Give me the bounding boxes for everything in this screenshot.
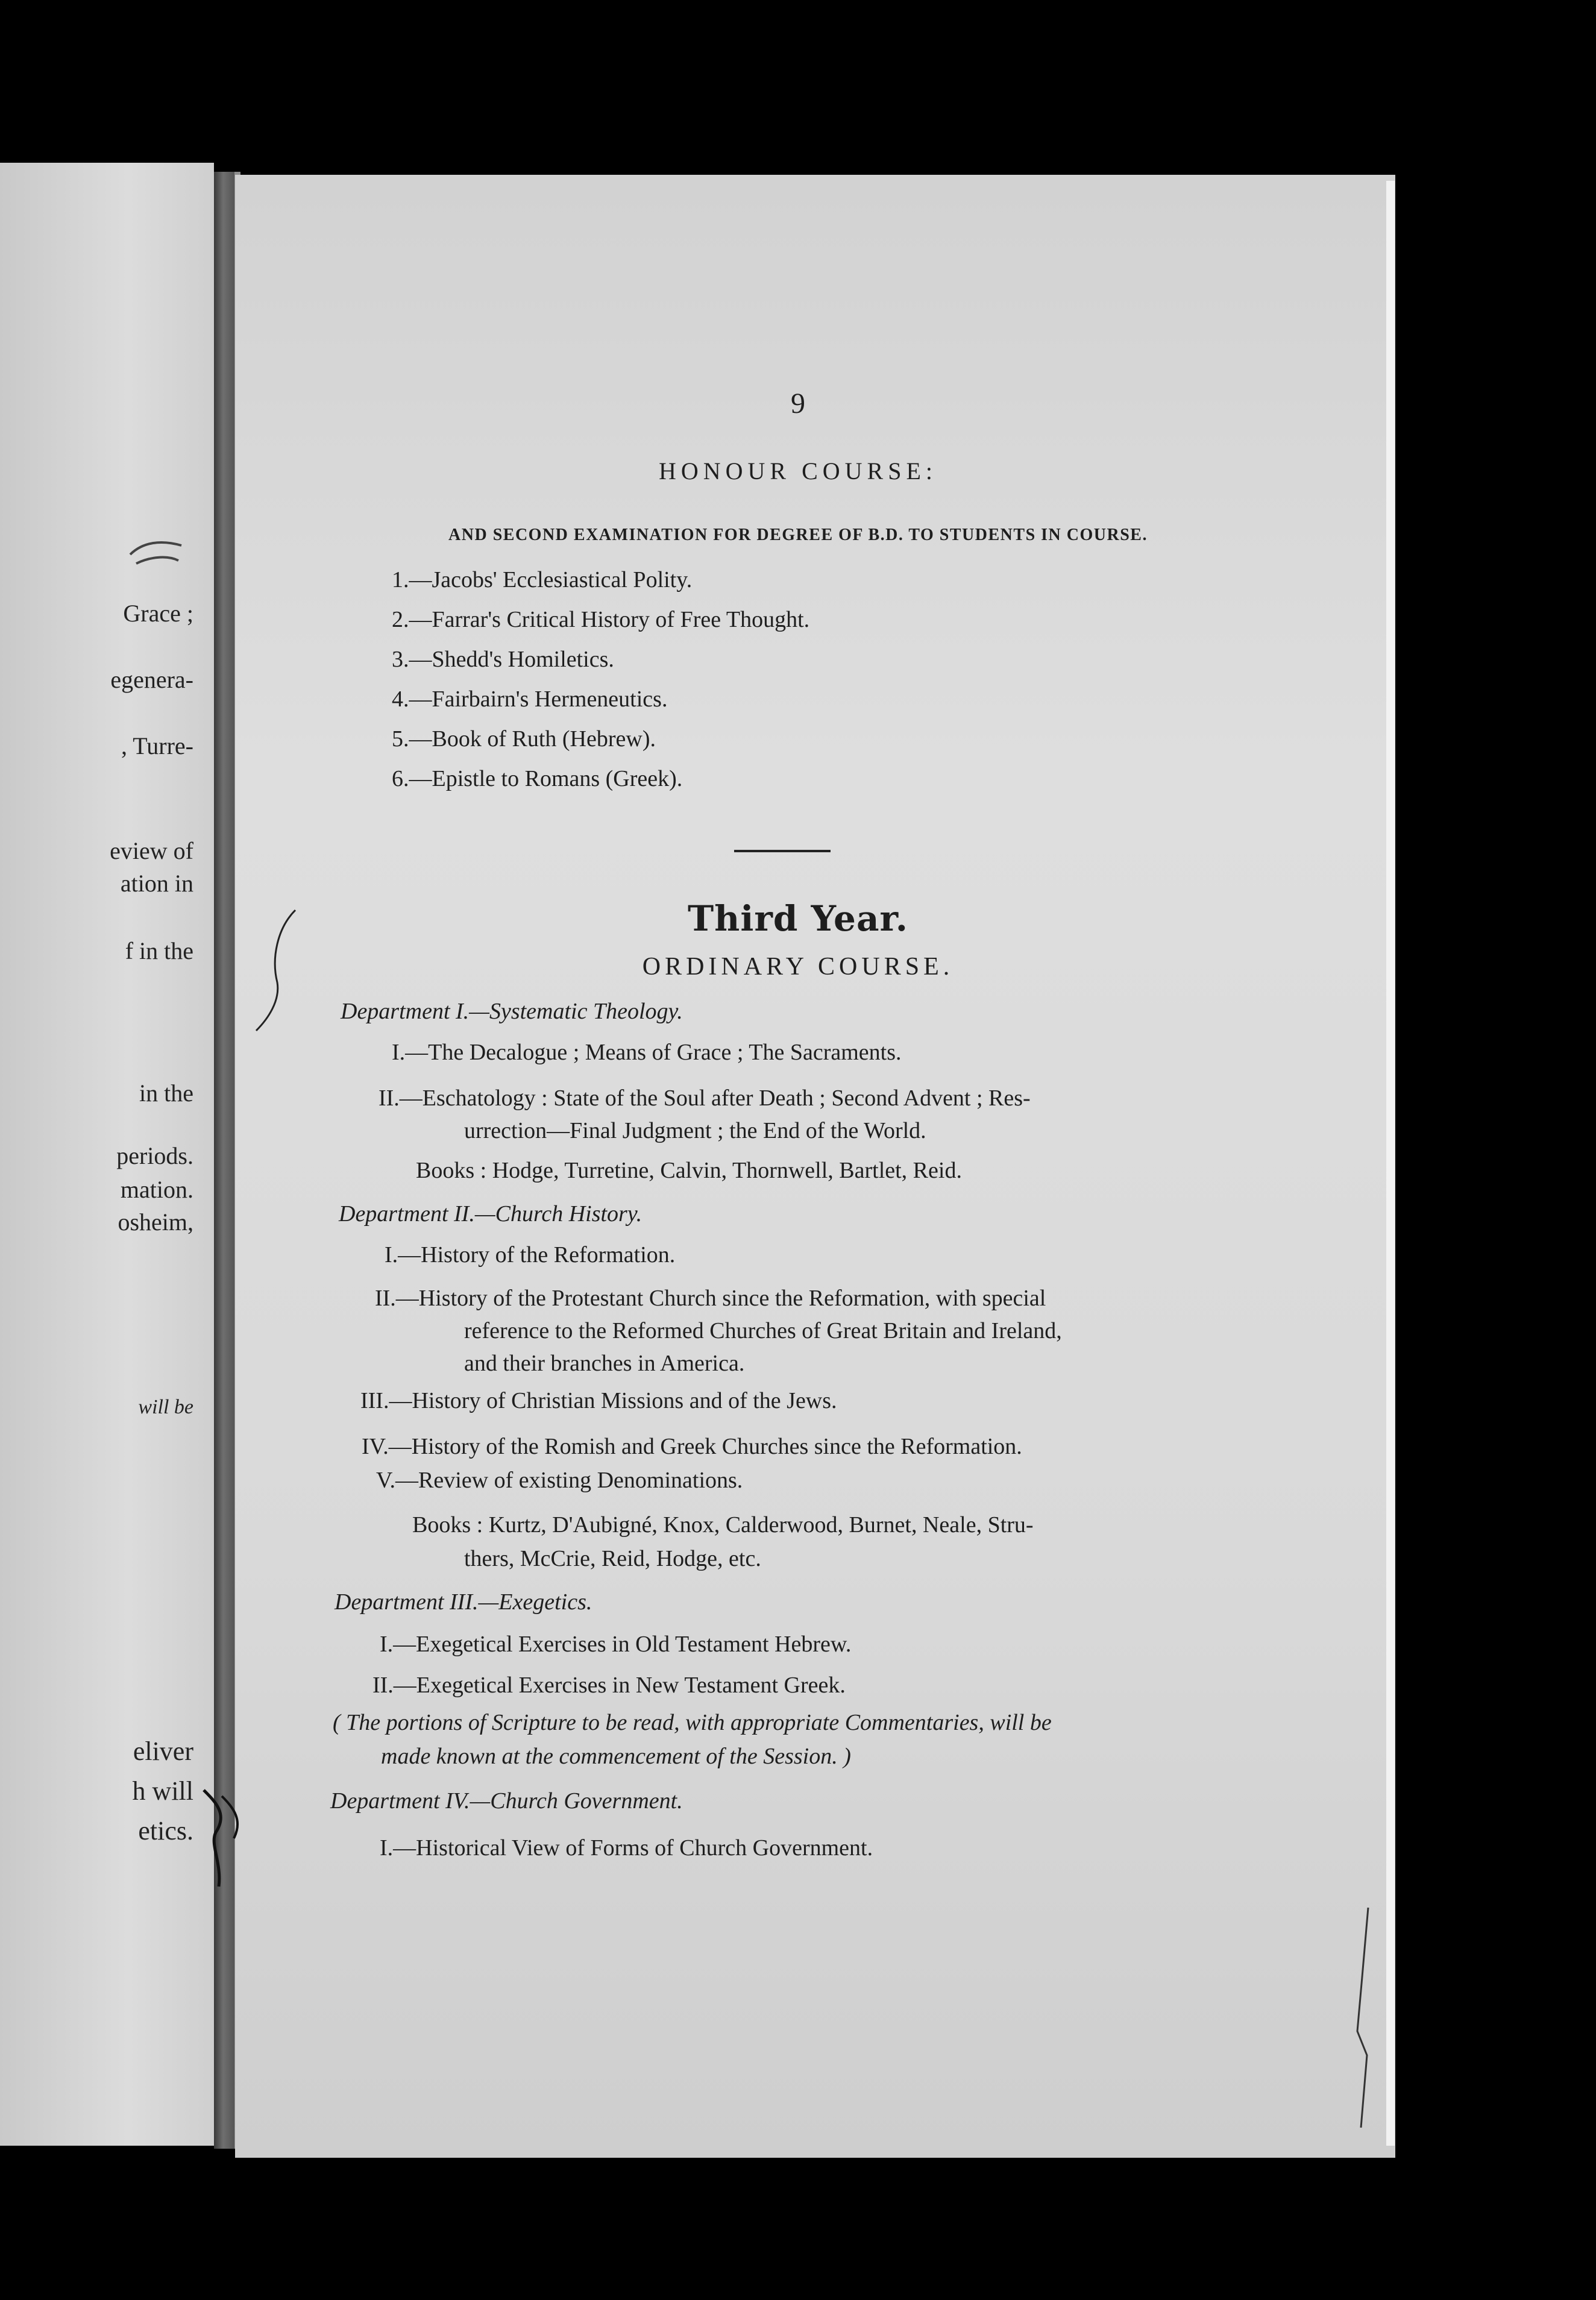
ink-smudge-mark — [186, 1778, 252, 1899]
course-item: II.—History of the Protestant Church since the Reformation, with special — [375, 1286, 1046, 1311]
course-item: I.—Exegetical Exercises in Old Testament Hebrew. — [380, 1632, 852, 1657]
honour-item: 2.—Farrar's Critical History of Free Thought. — [392, 607, 810, 632]
honour-item: 6.—Epistle to Romans (Greek). — [392, 766, 683, 791]
department-heading: Department II.—Church History. — [339, 1201, 642, 1227]
course-item-continuation: and their branches in America. — [464, 1351, 745, 1376]
course-item: V.—Review of existing Denominations. — [376, 1468, 743, 1493]
section-divider — [734, 850, 831, 852]
course-item: I.—Historical View of Forms of Church Government. — [380, 1835, 873, 1861]
left-fragment: , Turre- — [121, 732, 193, 759]
left-fragment: egenera- — [110, 666, 193, 693]
left-fragment: Grace ; — [123, 600, 193, 627]
book-list: Books : Kurtz, D'Aubigné, Knox, Calderwood, Burnet, Neale, Stru- — [412, 1512, 1034, 1538]
left-fragment: h will — [132, 1776, 193, 1806]
honour-item: 5.—Book of Ruth (Hebrew). — [392, 726, 656, 752]
honour-course-title: HONOUR COURSE: — [658, 457, 938, 485]
department-heading: Department IV.—Church Government. — [330, 1788, 683, 1814]
book-list-continuation: thers, McCrie, Reid, Hodge, etc. — [464, 1546, 761, 1571]
ordinary-course-title: ORDINARY COURSE. — [642, 953, 954, 981]
course-item: III.—History of Christian Missions and of the Jews. — [360, 1388, 837, 1413]
pencil-bracket-mark — [244, 904, 316, 1037]
left-fragment: in the — [139, 1079, 193, 1107]
course-item: I.—History of the Reformation. — [385, 1242, 676, 1268]
course-item: I.—The Decalogue ; Means of Grace ; The Sacraments. — [392, 1040, 902, 1065]
left-fragment: periods. — [116, 1142, 193, 1169]
honour-item: 3.—Shedd's Homiletics. — [392, 647, 614, 672]
ink-smudge-mark — [124, 530, 190, 573]
pencil-squiggle-mark — [1344, 1905, 1380, 2134]
course-item: II.—Eschatology : State of the Soul after Death ; Second Advent ; Res- — [379, 1086, 1031, 1111]
book-list: Books : Hodge, Turretine, Calvin, Thornwell, Bartlet, Reid. — [416, 1158, 962, 1183]
department-heading: Department III.—Exegetics. — [335, 1589, 592, 1615]
scripture-note: ( The portions of Scripture to be read, with appropriate Commentaries, will be — [333, 1710, 1052, 1735]
scripture-note-continuation: made known at the commencement of the Session. ) — [381, 1744, 851, 1769]
left-fragment: will be — [138, 1396, 193, 1418]
course-item-continuation: urrection—Final Judgment ; the End of the World. — [464, 1118, 926, 1143]
course-item-continuation: reference to the Reformed Churches of Great Britain and Ireland, — [464, 1318, 1062, 1343]
third-year-heading: Third Year. — [688, 898, 908, 939]
honour-item: 4.—Fairbairn's Hermeneutics. — [392, 687, 668, 712]
left-fragment: mation. — [120, 1176, 193, 1203]
left-fragment: eview of — [110, 837, 193, 864]
department-heading: Department I.—Systematic Theology. — [341, 999, 683, 1024]
left-fragment: ation in — [120, 870, 193, 897]
left-fragment: osheim, — [118, 1208, 193, 1236]
left-fragment: f in the — [125, 937, 193, 964]
left-fragment: etics. — [138, 1816, 193, 1846]
page-number: 9 — [791, 388, 805, 419]
left-fragment: eliver — [133, 1736, 193, 1766]
course-item: IV.—History of the Romish and Greek Churches since the Reformation. — [362, 1434, 1022, 1459]
honour-course-subtitle: AND SECOND EXAMINATION FOR DEGREE OF B.D. TO STUDENTS IN COURSE. — [448, 526, 1148, 544]
honour-item: 1.—Jacobs' Ecclesiastical Polity. — [392, 567, 693, 592]
course-item: II.—Exegetical Exercises in New Testament Greek. — [372, 1673, 846, 1698]
